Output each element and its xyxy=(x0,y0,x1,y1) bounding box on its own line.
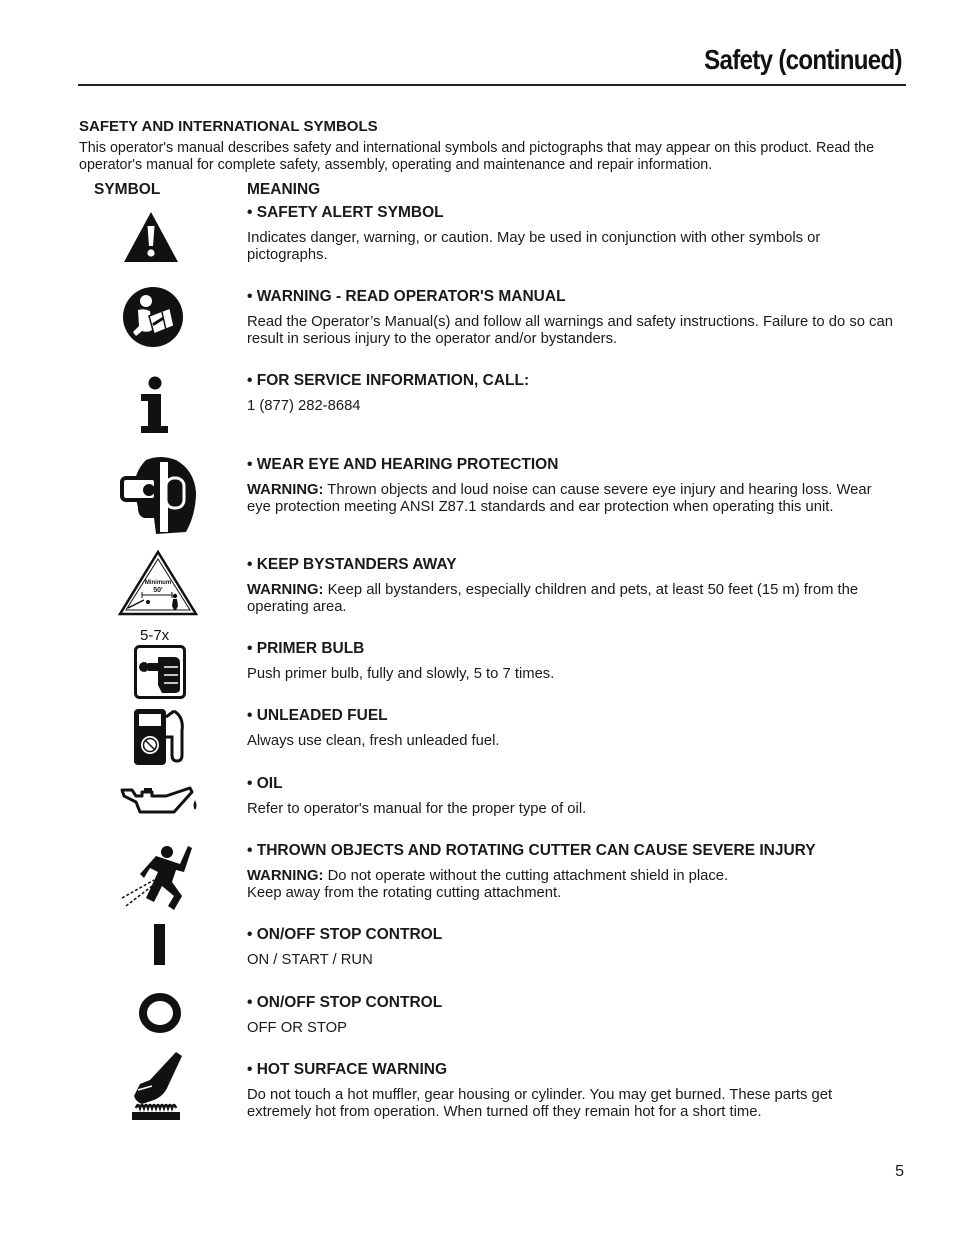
entry-primer-bulb xyxy=(247,640,897,683)
entry-oil xyxy=(247,775,897,818)
entry-title: • SAFETY ALERT SYMBOL xyxy=(247,204,444,221)
entry-eye-hearing xyxy=(247,456,897,516)
entry-description: Always use clean, fresh unleaded fuel. xyxy=(247,733,500,749)
entry-title: • WARNING - READ OPERATOR'S MANUAL xyxy=(247,288,566,305)
entry-hot-surface xyxy=(247,1061,897,1121)
entry-title: • UNLEADED FUEL xyxy=(247,707,388,724)
entry-description: Push primer bulb, fully and slowly, 5 to 7 times. xyxy=(247,666,555,682)
read-manual-icon xyxy=(122,286,184,348)
entry-description: Do not touch a hot muffler, gear housing or cylinder. You may get burned. These parts get extremely hot from operation. When turned off they remain hot for a short time. xyxy=(247,1087,833,1120)
entry-title: • ON/OFF STOP CONTROL xyxy=(247,926,443,943)
entry-description: ON / START / RUN xyxy=(247,952,373,968)
entry-description: WARNING: Thrown objects and loud noise can cause severe eye injury and hearing loss. Wear eye protection meeting ANSI Z87.1 standards and ear protection when operating this unit. xyxy=(247,482,872,515)
hot-surface-icon xyxy=(128,1050,182,1122)
info-icon xyxy=(138,376,172,434)
on-symbol-icon xyxy=(154,924,166,966)
entry-title: • WEAR EYE AND HEARING PROTECTION xyxy=(247,456,559,473)
entry-title: • HOT SURFACE WARNING xyxy=(247,1061,448,1078)
entry-safety-alert xyxy=(247,204,897,264)
entry-unleaded-fuel xyxy=(247,707,897,750)
entry-service-info xyxy=(247,372,897,415)
entry-description: WARNING: Keep all bystanders, especially children and pets, at least 50 feet (15 m) from the operating area. xyxy=(247,582,859,615)
primer-bulb-icon xyxy=(134,645,186,699)
bystanders-sign-label: Minimum xyxy=(144,580,172,586)
page-title: Safety (continued) xyxy=(704,44,902,75)
entry-description: Indicates danger, warning, or caution. May be used in conjunction with other symbols or pictographs. xyxy=(247,230,821,263)
safety-alert-icon xyxy=(122,210,180,264)
meaning-column-header: MEANING xyxy=(247,181,321,198)
page-header xyxy=(78,40,906,86)
entry-thrown-objects xyxy=(247,842,907,902)
entry-description: WARNING: Do not operate without the cutting attachment shield in place. Keep away from the rotating cutting attachment. xyxy=(247,868,729,901)
entry-title: • OIL xyxy=(247,775,283,792)
entry-read-manual xyxy=(247,288,897,348)
thrown-objects-icon xyxy=(120,842,196,912)
entry-description: 1 (877) 282-8684 xyxy=(247,398,361,414)
entry-description: Refer to operator's manual for the proper type of oil. xyxy=(247,801,587,817)
symbol-column-header: SYMBOL xyxy=(94,181,161,198)
keep-bystanders-away-icon xyxy=(118,550,198,616)
page-number: 5 xyxy=(895,1163,904,1180)
entry-title: • ON/OFF STOP CONTROL xyxy=(247,994,443,1011)
fuel-pump-icon xyxy=(132,707,188,767)
entry-title: • PRIMER BULB xyxy=(247,640,365,657)
entry-title: • THROWN OBJECTS AND ROTATING CUTTER CAN CAUSE SEVERE INJURY xyxy=(247,842,816,859)
primer-label: 5-7x xyxy=(140,627,170,644)
off-symbol-icon xyxy=(138,992,182,1034)
entry-off-control xyxy=(247,994,897,1037)
entry-on-control xyxy=(247,926,897,969)
entry-description: Read the Operator’s Manual(s) and follow all warnings and safety instructions. Failure to do so can result in serious injury to the operator and/or bystanders. xyxy=(247,314,893,347)
entry-title: • KEEP BYSTANDERS AWAY xyxy=(247,556,457,573)
entry-title: • FOR SERVICE INFORMATION, CALL: xyxy=(247,372,530,389)
entry-description: OFF OR STOP xyxy=(247,1020,348,1036)
oil-can-icon xyxy=(118,782,200,820)
section-intro: This operator's manual describes safety and international symbols and pictographs that may appear on this product. Read the operator's manual for complete safety, assembly, operating and maintenance and repair information. xyxy=(79,140,875,173)
section-title: SAFETY AND INTERNATIONAL SYMBOLS xyxy=(79,118,378,135)
entry-bystanders xyxy=(247,556,897,616)
bystanders-sign-distance: 50' xyxy=(153,587,163,594)
eye-hearing-protection-icon xyxy=(116,454,198,536)
